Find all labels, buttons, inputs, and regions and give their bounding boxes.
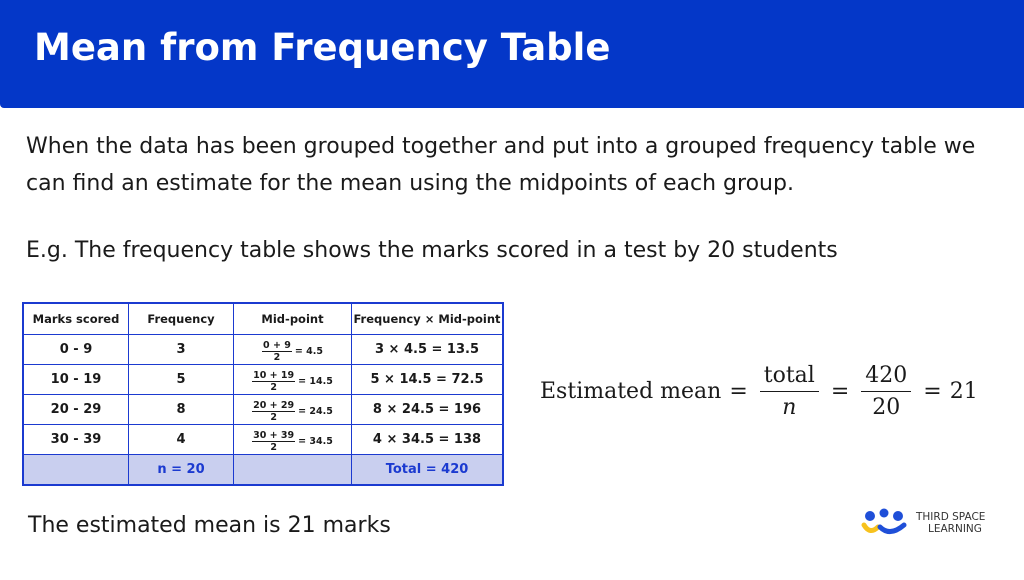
table-row [23, 425, 503, 455]
fraction-denominator: 20 [872, 394, 901, 420]
logo-line-2: LEARNING [928, 523, 982, 535]
cell-marks: 0 - 9 [23, 335, 129, 365]
header-product: Frequency × Mid-point [352, 303, 504, 335]
midpoint-denominator: 2 [273, 351, 281, 363]
table-row [23, 335, 503, 365]
brand-logo [860, 508, 985, 538]
midpoint-numerator: 0 + 9 [263, 339, 291, 351]
cell-marks: 30 - 39 [23, 425, 129, 455]
formula-equals: = [729, 378, 748, 404]
header-banner [0, 0, 1024, 108]
fraction-denominator: n [782, 394, 797, 420]
logo-mark-icon [860, 508, 908, 538]
mean-formula [540, 356, 978, 426]
fraction-numerator: total [760, 363, 819, 392]
formula-lhs: Estimated mean [540, 378, 722, 404]
formula-equals: = [830, 378, 850, 404]
frequency-table [22, 302, 504, 486]
cell-frequency: 3 [129, 335, 234, 365]
fraction-values [861, 363, 911, 420]
cell-empty [23, 455, 129, 486]
fraction-total-over-n [760, 363, 819, 420]
midpoint-numerator: 20 + 29 [253, 399, 295, 411]
midpoint-value: = 24.5 [298, 405, 333, 417]
table-total-row [23, 455, 503, 486]
fraction-numerator: 420 [861, 363, 911, 392]
cell-frequency: 4 [129, 425, 234, 455]
cell-product: 3 × 4.5 = 13.5 [352, 335, 504, 365]
intro-text: When the data has been grouped together and put into a grouped frequency table we can find an estimate for the mean using the midpoints of each group. [26, 134, 976, 196]
page-title: Mean from Frequency Table [34, 26, 611, 69]
cell-total-n: n = 20 [129, 455, 234, 486]
conclusion-text: The estimated mean is 21 marks [28, 513, 391, 538]
midpoint-denominator: 2 [270, 411, 277, 423]
cell-product: 5 × 14.5 = 72.5 [352, 365, 504, 395]
cell-marks: 10 - 19 [23, 365, 129, 395]
header-midpoint: Mid-point [234, 303, 352, 335]
example-text: E.g. The frequency table shows the marks scored in a test by 20 students [26, 238, 838, 263]
cell-product: 8 × 24.5 = 196 [352, 395, 504, 425]
logo-line-1: THIRD SPACE [916, 511, 986, 523]
cell-frequency: 8 [129, 395, 234, 425]
cell-midpoint [234, 335, 352, 365]
table-row [23, 395, 503, 425]
cell-midpoint [234, 395, 352, 425]
header-frequency: Frequency [129, 303, 234, 335]
midpoint-value: = 34.5 [298, 435, 333, 447]
formula-result: 21 [949, 378, 978, 404]
midpoint-value: = 4.5 [294, 345, 323, 357]
table-row [23, 365, 503, 395]
midpoint-denominator: 2 [270, 441, 277, 453]
midpoint-numerator: 10 + 19 [253, 369, 295, 381]
cell-product: 4 × 34.5 = 138 [352, 425, 504, 455]
cell-total-sum: Total = 420 [352, 455, 504, 486]
formula-equals: = [923, 378, 942, 404]
midpoint-numerator: 30 + 39 [253, 429, 295, 441]
table-header-row [23, 303, 503, 335]
midpoint-denominator: 2 [270, 381, 277, 393]
cell-marks: 20 - 29 [23, 395, 129, 425]
cell-midpoint [234, 365, 352, 395]
cell-midpoint [234, 425, 352, 455]
midpoint-value: = 14.5 [298, 375, 333, 387]
cell-frequency: 5 [129, 365, 234, 395]
cell-empty [234, 455, 352, 486]
header-marks: Marks scored [23, 303, 129, 335]
logo-text [916, 511, 985, 535]
